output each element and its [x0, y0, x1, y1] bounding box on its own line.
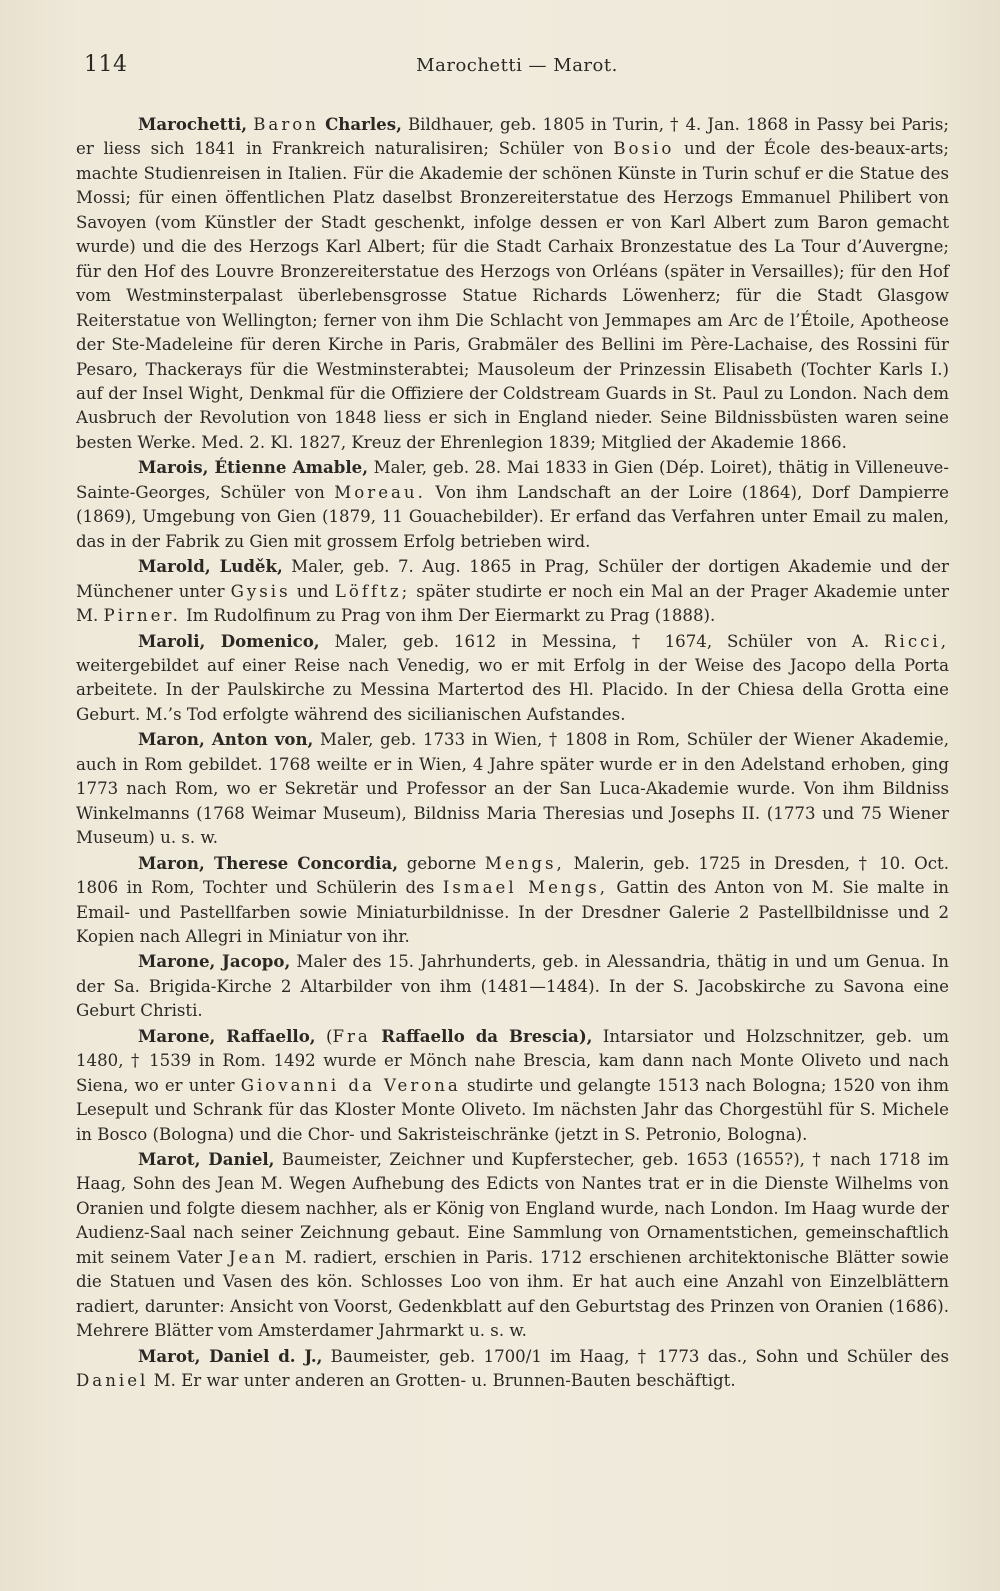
spaced-name: Pirner. — [103, 606, 181, 626]
entry-text: M. radiert, erschien in Paris. 1712 erschienen architektonische Blätter sowie die Statuen und Vasen des kön. Schlosses Loo von ihm. Er hat auch eine Anzahl von Einzelblättern radiert, darunter: Ansicht von Voorst, Gedenkblatt auf den Geburtstag des Prinzen von Oranien (1686). Mehrere Blätter vom Amsterdamer Jahrmarkt u. s. w. — [76, 1247, 949, 1341]
entry-headword: Maron, Therese Concordia, — [138, 852, 399, 873]
dictionary-entry — [76, 949, 949, 1023]
entry-text: später studirte er noch ein Mal an der Prager Akademie unter M. — [76, 581, 949, 626]
dictionary-entry — [76, 1147, 949, 1344]
entry-text: Von ihm Landschaft an der Loire (1864), Dorf Dampierre (1869), Umgebung von Gien (1879, 11 Gouachebilder). Er erfand das Verfahren unter Email zu malen, das in der Fabrik zu Gien mit grossem Erfolg betrieben wird. — [76, 482, 949, 551]
spaced-name: Bosio — [613, 139, 675, 159]
entry-headword: Maroli, Domenico, — [138, 630, 320, 651]
entry-headword: Marone, Raffaello, — [138, 1025, 316, 1046]
dictionary-entry — [76, 629, 949, 728]
spaced-name: Gysis — [230, 581, 291, 601]
entry-headword: Charles, — [325, 114, 402, 134]
spaced-name: Moreau. — [334, 482, 426, 502]
dictionary-entries — [76, 112, 949, 1394]
entry-text: und — [290, 581, 335, 601]
spaced-name: Ismael Mengs, — [442, 878, 608, 898]
dictionary-entry — [76, 112, 949, 455]
entry-headword: Marot, Daniel, — [138, 1149, 275, 1170]
entry-text — [371, 1027, 381, 1046]
entry-headword: Marot, Daniel d. J., — [138, 1345, 323, 1366]
entry-text: Malerin, geb. 1725 in Dresden, † 10. Oct. 1806 in Rom, Tochter und Schülerin des — [76, 853, 949, 898]
entry-text: Maler, geb. 7. Aug. 1865 in Prag, Schüler der dortigen Akademie und der Münchener unter — [76, 557, 949, 601]
entry-headword: Raffaello da Brescia), — [381, 1025, 593, 1046]
entry-headword: Maron, Anton von, — [138, 729, 314, 750]
entry-text: Baumeister, geb. 1700/1 im Haag, † 1773 das., Sohn und Schüler des — [322, 1346, 950, 1366]
entry-text: Intarsiator und Holzschnitzer, geb. um 1480, † 1539 in Rom. 1492 wurde er Mönch nahe Brescia, kam dann nach Monte Oliveto und nach Siena, wo er unter — [76, 1026, 949, 1095]
spaced-name: Ricci, — [884, 631, 949, 651]
entry-text: Maler, geb. 1612 in Messina, † 1674, Schüler von A. — [319, 631, 885, 651]
page-header — [84, 52, 950, 92]
dictionary-entry — [76, 727, 949, 850]
entry-headword: Marochetti, — [138, 114, 248, 134]
entry-headword: Marold, Luděk, — [138, 556, 283, 577]
entry-text: Bildhauer, geb. 1805 in Turin, † 4. Jan. 1868 in Passy bei Paris; er liess sich 1841 in Frankreich naturalisiren; Schüler von — [76, 115, 950, 159]
running-title: Marochetti — Marot. — [416, 55, 618, 76]
spaced-name: Jean — [228, 1247, 278, 1267]
entry-headword: Marois, Étienne Amable, — [138, 457, 368, 478]
entry-text: Baumeister, Zeichner und Kupferstecher, geb. 1653 (1655?), † nach 1718 im Haag, Sohn des Jean M. Wegen Aufhebung des Edicts von Nantes trat er in die Dienste Wilhelms von Oranien und folgte diesem nachher, als er König von England wurde, nach London. Im Haag wurde der Audienz-Saal nach seiner Zeichnung gebaut. Eine Sammlung von Ornamentstichen, gemeinschaftlich mit seinem Vater — [76, 1150, 949, 1267]
dictionary-entry — [76, 1344, 949, 1394]
spaced-name: Fra — [332, 1026, 371, 1046]
dictionary-entry — [76, 554, 949, 628]
entry-text: weitergebildet auf einer Reise nach Venedig, wo er mit Erfolg in der Weise des Jacopo della Porta arbeitete. In der Paulskirche zu Messina Martertod des Hl. Placido. In der Chiesa della Grotta eine Geburt. M.’s Tod erfolgte während des sicilianischen Aufstandes. — [76, 655, 949, 724]
entry-text: M. Er war unter anderen an Grotten- u. Brunnen-Bauten beschäftigt. — [148, 1371, 736, 1391]
entry-text: Gattin des Anton von M. Sie malte in Email- und Pastellfarben sowie Miniaturbildnisse. In der Dresdner Galerie 2 Pastellbildnisse und 2 Kopien nach Allegri in Miniatur von ihr. — [76, 878, 949, 946]
page-number: 114 — [84, 52, 128, 77]
spaced-name: Daniel — [76, 1371, 149, 1391]
entry-text: Im Rudolfinum zu Prag von ihm Der Eiermarkt zu Prag (1888). — [180, 606, 716, 626]
entry-text: Maler, geb. 28. Mai 1833 in Gien (Dép. Loiret), thätig in Villeneuve-Sainte-Georges, Schüler von — [76, 458, 949, 502]
entry-text: Maler des 15. Jahrhunderts, geb. in Alessandria, thätig in und um Genua. In der Sa. Brigida-Kirche 2 Altarbilder von ihm (1481—1484). In der S. Jacobskirche zu Savona eine Geburt Christi. — [76, 952, 949, 1021]
spaced-name: Löfftz; — [334, 581, 411, 601]
entry-text: ( — [315, 1026, 333, 1046]
entry-headword: Marone, Jacopo, — [138, 951, 291, 972]
entry-text: geborne — [398, 853, 485, 873]
entry-text: Maler, geb. 1733 in Wien, † 1808 in Rom, Schüler der Wiener Akademie, auch in Rom gebildet. 1768 weilte er in Wien, 4 Jahre später wurde er in den Adelstand erhoben, ging 1773 nach Rom, wo er Sekretär und Professor an der San Luca-Akademie wurde. Von ihm Bildniss Winkelmanns (1768 Weimar Museum), Bildniss Maria Theresias und Josephs II. (1773 und 75 Wiener Museum) u. s. w. — [76, 730, 949, 848]
spaced-name: Giovanni da Verona — [240, 1075, 461, 1095]
spaced-name: Mengs, — [484, 853, 565, 873]
dictionary-entry — [76, 1024, 949, 1147]
spaced-name: Baron — [253, 115, 319, 134]
dictionary-entry — [76, 455, 949, 554]
entry-text: und der École des-beaux-arts; machte Studienreisen in Italien. Für die Akademie der schönen Künste in Turin schuf er die Statue des Mossi; für einen öffentlichen Platz daselbst Bronzereiterstatue des Herzogs Emmanuel Philibert von Savoyen (vom Künstler der Stadt geschenkt, infolge dessen er von Karl Albert zum Baron gemacht wurde) und die des Herzogs Karl Albert; für die Stadt Carhaix Bronzestatue des La Tour d’Auvergne; für den Hof des Louvre Bronzereiterstatue des Herzogs von Orléans (später in Versailles); für den Hof vom Westminsterpalast überlebensgrosse Statue Richards Löwenherz; für die Stadt Glasgow Reiterstatue von Wellington; ferner von ihm Die Schlacht von Jemmapes am Arc de l’Étoile, Apotheose der Ste-Madeleine für deren Kirche in Paris, Grabmäler des Bellini im Père-Lachaise, des Rossini für Pesaro, Thackerays für die Westminsterabtei; Mausoleum der Prinzessin Elisabeth (Tochter Karls I.) auf der Insel Wight, Denkmal für die Offiziere der Coldstream Guards in St. Paul zu London. Nach dem Ausbruch der Revolution von 1848 liess er sich in England nieder. Seine Bildnissbüsten waren seine besten Werke. Med. 2. Kl. 1827, Kreuz der Ehrenlegion 1839; Mitglied der Akademie 1866. — [76, 139, 950, 452]
entry-text: studirte und gelangte 1513 nach Bologna; 1520 von ihm Lesepult und Schrank für das Kloster Monte Oliveto. Im nächsten Jahr das Chorgestühl für S. Michele in Bosco (Bologna) und die Chor- und Sakristeischränke (jetzt in S. Petronio, Bologna). — [76, 1075, 949, 1144]
dictionary-entry — [76, 851, 949, 950]
